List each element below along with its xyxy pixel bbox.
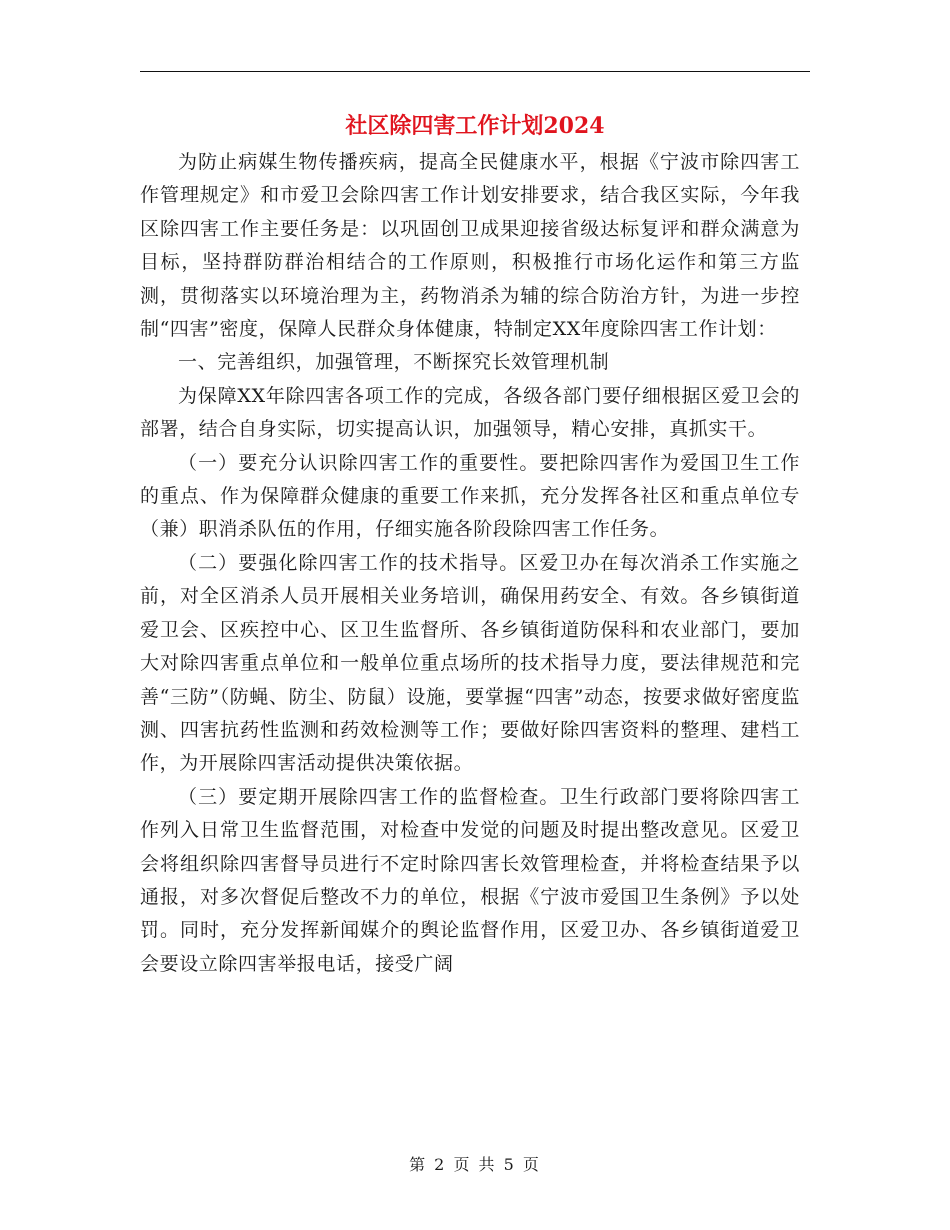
paragraph-item-3: （三）要定期开展除四害工作的监督检查。卫生行政部门要将除四害工作列入日常卫生监督范围，对检查中发觉的问题及时提出整改意见。区爱卫会将组织除四害督导员进行不定时除四害长效管理检查，并将检查结果予以通报，对多次督促后整改不力的单位，根据《宁波市爱国卫生条例》予以处罚。同时，充分发挥新闻媒介的舆论监督作用，区爱卫办、各乡镇街道爱卫会要设立除四害举报电话，接受广阔 <box>140 785 800 975</box>
paragraph-intro: 为防止病媒生物传播疾病，提高全民健康水平，根据《宁波市除四害工作管理规定》和市爱卫会除四害工作计划安排要求，结合我区实际，今年我区除四害工作主要任务是：以巩固创卫成果迎接省级达标复评和群众满意为目标，坚持群防群治相结合的工作原则，积极推行市场化运作和第三方监测，贯彻落实以环境治理为主，药物消杀为辅的综合防治方针，为进一步控制“四害”密度，保障人民群众身体健康，特制定XX年度除四害工作计划： <box>140 151 800 341</box>
section-heading-1: 一、完善组织，加强管理，不断探究长效管理机制 <box>178 351 610 374</box>
document-title: 社区除四害工作计划2024 <box>345 113 605 139</box>
paragraph-item-2: （二）要强化除四害工作的技术指导。区爱卫办在每次消杀工作实施之前，对全区消杀人员开展相关业务培训，确保用药安全、有效。各乡镇街道爱卫会、区疾控中心、区卫生监督所、各乡镇街道防保科和农业部门，要加大对除四害重点单位和一般单位重点场所的技术指导力度，要法律规范和完善“三防”（防蝇、防尘、防鼠）设施，要掌握“四害”动态，按要求做好密度监测、四害抗药性监测和药效检测等工作；要做好除四害资料的整理、建档工作，为开展除四害活动提供决策依据。 <box>140 551 800 775</box>
paragraph-section-1: 为保障XX年除四害各项工作的完成，各级各部门要仔细根据区爱卫会的部署，结合自身实际，切实提高认识，加强领导，精心安排，真抓实干。 <box>140 384 800 441</box>
header-rule <box>140 71 810 72</box>
document-body <box>140 146 800 981</box>
paragraph-item-1: （一）要充分认识除四害工作的重要性。要把除四害作为爱国卫生工作的重点、作为保障群众健康的重要工作来抓，充分发挥各社区和重点单位专（兼）职消杀队伍的作用，仔细实施各阶段除四害工作任务。 <box>140 451 800 541</box>
page-number: 第 2 页 共 5 页 <box>409 1155 541 1174</box>
